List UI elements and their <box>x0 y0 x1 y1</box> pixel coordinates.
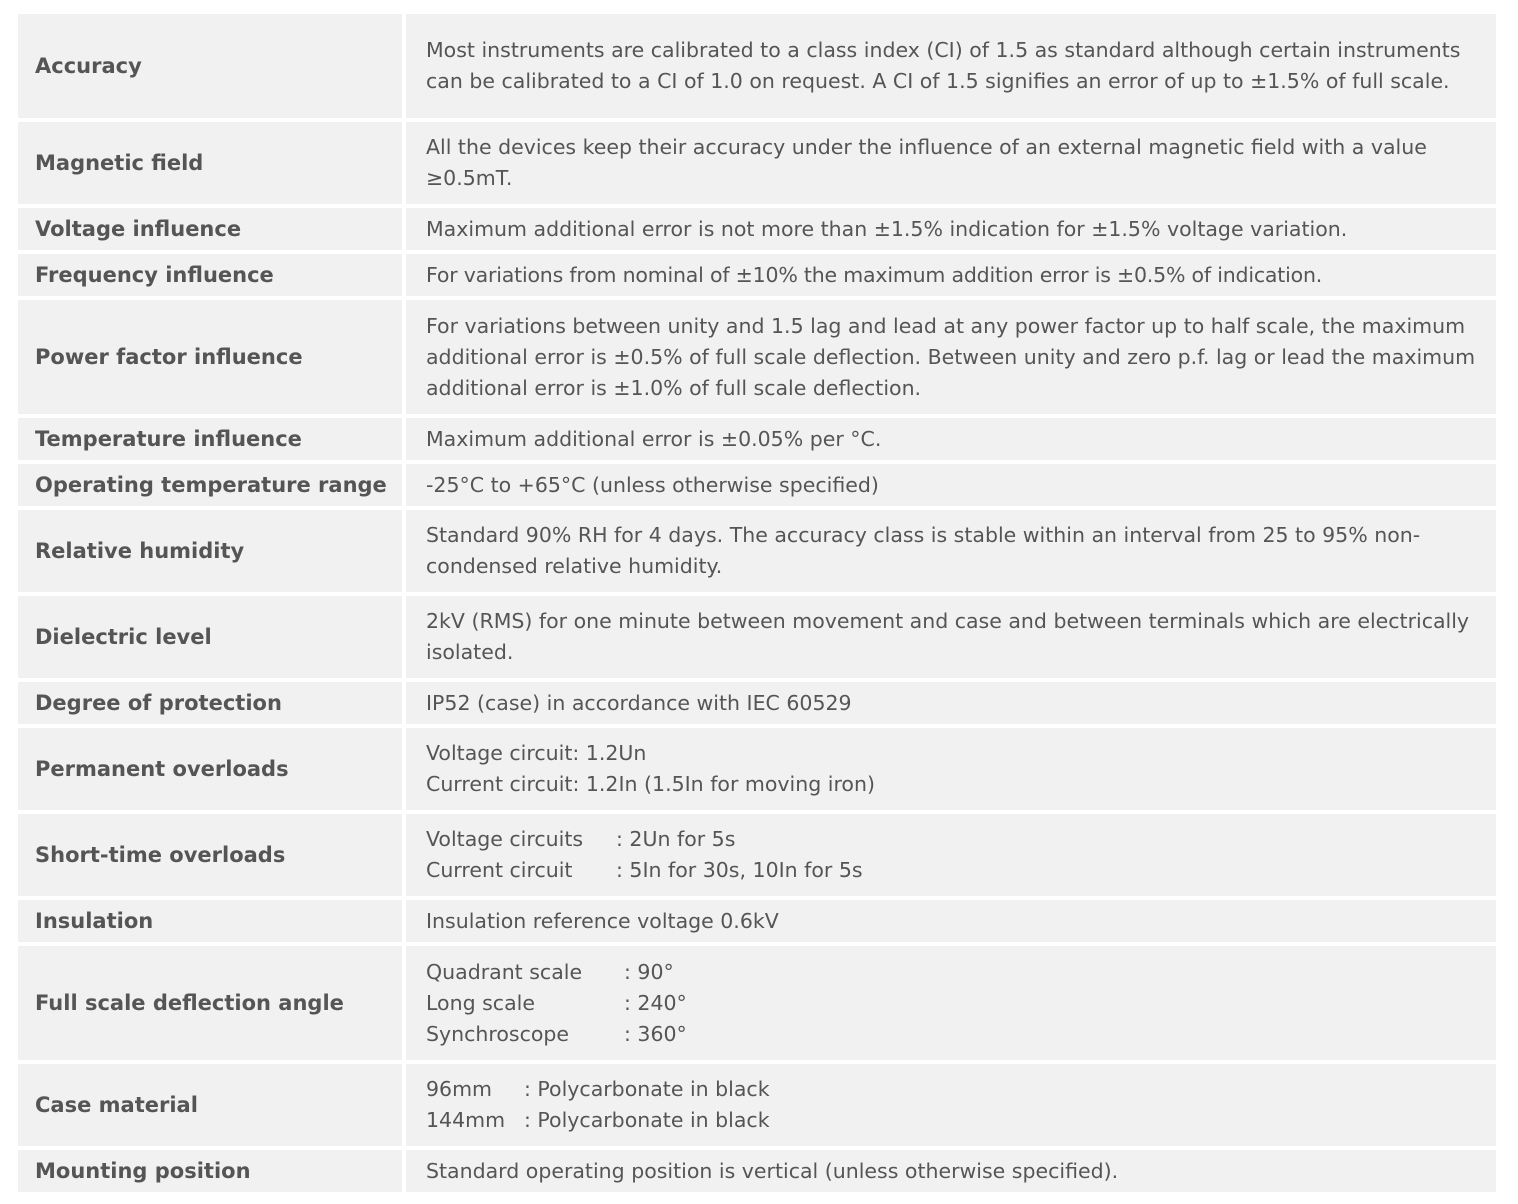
spec-label <box>18 208 402 250</box>
spec-label <box>18 596 402 678</box>
spec-value-text: Standard 90% RH for 4 days. The accuracy class is stable within an interval from 25 to 95% non-condensed relative humidity. <box>426 523 1421 578</box>
spec-value <box>406 814 1496 896</box>
spec-value <box>406 122 1496 204</box>
spec-label <box>18 122 402 204</box>
spec-line <box>426 1074 770 1105</box>
spec-line <box>426 1105 770 1136</box>
spec-line <box>426 824 863 855</box>
spec-value <box>406 208 1496 250</box>
spec-line-value: : 5In for 30s, 10In for 5s <box>616 858 863 882</box>
spec-value <box>406 300 1496 414</box>
spec-label <box>18 510 402 592</box>
spec-line-key: Voltage circuits <box>426 827 584 851</box>
spec-value <box>406 14 1496 118</box>
spec-value-text: Most instruments are calibrated to a class index (CI) of 1.5 as standard although certain instruments can be calibrated to a CI of 1.0 on request. A CI of 1.5 signifies an error of up to ±1.5% of full scale. <box>426 38 1461 93</box>
spec-label <box>18 300 402 414</box>
spec-label-text: Relative humidity <box>35 539 245 563</box>
spec-value-text: For variations between unity and 1.5 lag and lead at any power factor up to half scale, the maximum additional error is ±0.5% of full scale deflection. Between unity and zero p.f. lag or lead the maximum additional error is ±1.0% of full scale deflection. <box>426 313 1476 400</box>
spec-label-text: Accuracy <box>35 54 142 78</box>
spec-value <box>406 1150 1496 1192</box>
spec-line <box>426 855 863 886</box>
spec-value <box>406 418 1496 460</box>
spec-label <box>18 814 402 896</box>
spec-line <box>426 1019 687 1050</box>
spec-value <box>406 946 1496 1060</box>
spec-value-text: All the devices keep their accuracy under the influence of an external magnetic field with a value ≥0.5mT. <box>426 135 1427 190</box>
spec-label <box>18 14 402 118</box>
spec-label-text: Power factor influence <box>35 345 303 369</box>
spec-label-text: Insulation <box>35 909 154 933</box>
spec-label-text: Permanent overloads <box>35 757 289 781</box>
spec-value <box>406 682 1496 724</box>
spec-line-key: Voltage circuit <box>426 741 573 765</box>
spec-label-text: Case material <box>35 1093 198 1117</box>
spec-label <box>18 682 402 724</box>
spec-label-text: Mounting position <box>35 1159 251 1183</box>
spec-line-key: Current circuit <box>426 858 573 882</box>
spec-line-value: : 1.2Un <box>572 741 647 765</box>
spec-line-key: Current circuit <box>426 772 573 796</box>
spec-label <box>18 418 402 460</box>
spec-label-text: Magnetic field <box>35 151 204 175</box>
spec-value <box>406 464 1496 506</box>
spec-line <box>426 988 687 1019</box>
spec-value-text: -25°C to +65°C (unless otherwise specified) <box>426 472 879 497</box>
spec-label-text: Operating temperature range <box>35 473 387 497</box>
spec-value <box>406 510 1496 592</box>
spec-label-text: Dielectric level <box>35 625 212 649</box>
spec-line-value: : Polycarbonate in black <box>524 1108 770 1132</box>
spec-value-text: For variations from nominal of ±10% the maximum addition error is ±0.5% of indication. <box>426 262 1323 287</box>
spec-label <box>18 900 402 942</box>
spec-label-text: Temperature influence <box>35 427 302 451</box>
specification-table <box>18 14 1496 1192</box>
spec-label-text: Short-time overloads <box>35 843 286 867</box>
spec-line-value: : Polycarbonate in black <box>524 1077 770 1101</box>
spec-line <box>426 957 687 988</box>
spec-line-value: : 1.2In (1.5In for moving iron) <box>572 772 875 796</box>
spec-label <box>18 728 402 810</box>
spec-label-text: Degree of protection <box>35 691 282 715</box>
spec-line-value: : 360° <box>624 1021 687 1046</box>
spec-value-text: Standard operating position is vertical (unless otherwise specified). <box>426 1158 1119 1183</box>
spec-value-text: Maximum additional error is not more than ±1.5% indication for ±1.5% voltage variation. <box>426 216 1348 241</box>
spec-value-text: Insulation reference voltage 0.6kV <box>426 908 779 933</box>
spec-value-text: 2kV (RMS) for one minute between movement and case and between terminals which are electrically isolated. <box>426 609 1470 664</box>
spec-label <box>18 464 402 506</box>
spec-line-value: : 90° <box>624 959 674 984</box>
spec-line-key: 144mm <box>426 1108 506 1132</box>
spec-line <box>426 738 875 769</box>
spec-line-value: : 240° <box>624 990 687 1015</box>
spec-label <box>18 946 402 1060</box>
spec-label-text: Voltage influence <box>35 217 242 241</box>
spec-value <box>406 1064 1496 1146</box>
spec-line-value: : 2Un for 5s <box>616 827 736 851</box>
spec-label <box>18 1150 402 1192</box>
spec-line-key: Quadrant scale <box>426 959 583 984</box>
spec-value <box>406 728 1496 810</box>
spec-label-text: Full scale deflection angle <box>35 991 344 1015</box>
spec-value-text: IP52 (case) in accordance with IEC 60529 <box>426 690 852 715</box>
spec-line-key: Long scale <box>426 990 535 1015</box>
spec-value <box>406 900 1496 942</box>
spec-label <box>18 254 402 296</box>
spec-value-text: Maximum additional error is ±0.05% per °C. <box>426 426 882 451</box>
spec-label <box>18 1064 402 1146</box>
spec-line-key: 96mm <box>426 1077 493 1101</box>
spec-line-key: Synchroscope <box>426 1021 570 1046</box>
spec-value <box>406 596 1496 678</box>
spec-value <box>406 254 1496 296</box>
spec-line <box>426 769 875 800</box>
spec-label-text: Frequency influence <box>35 263 274 287</box>
